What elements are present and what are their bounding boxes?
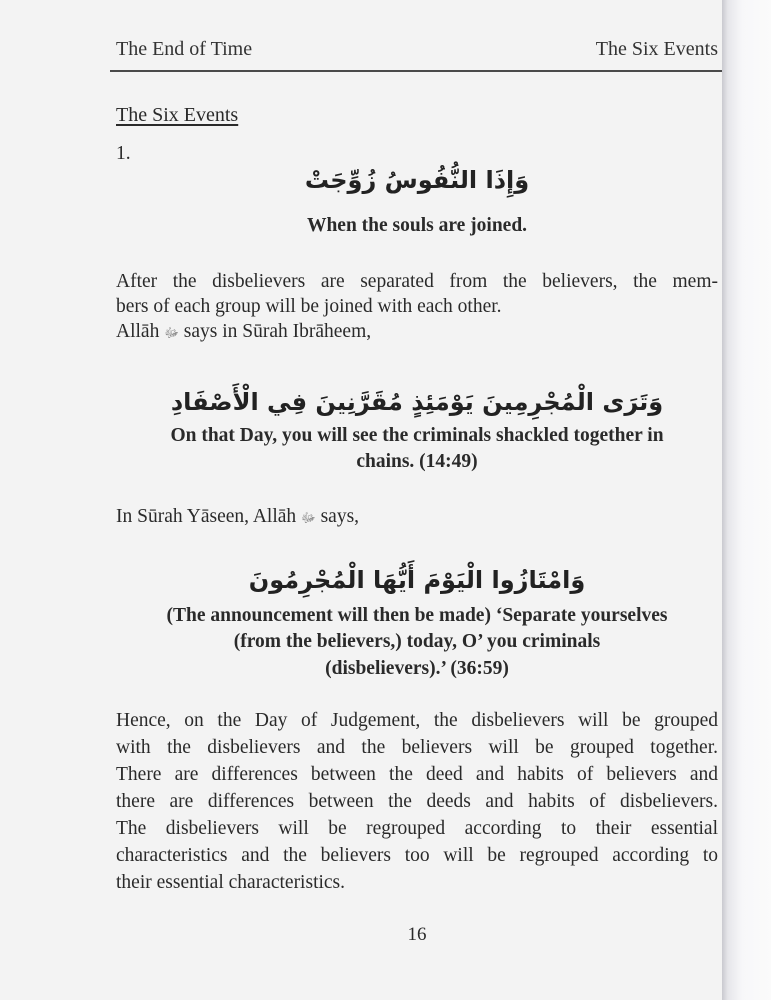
- paragraph-2-line: their essential characteristics.: [116, 872, 346, 893]
- honorific-symbol-icon: ﷻ: [301, 511, 316, 526]
- paragraph-2-line: There are differences between the deed and habits of believers and: [116, 764, 718, 785]
- item-number: 1.: [116, 143, 131, 164]
- arabic-verse-1: وَإِذَا النُّفُوسُ زُوِّجَتْ: [304, 166, 530, 194]
- running-header-book-title: The End of Time: [116, 38, 253, 60]
- verse-3-translation-line: (from the believers,) today, O’ you criminals: [233, 631, 601, 652]
- page-edge-shadow: [722, 0, 771, 1000]
- intro-text: Allāh: [116, 321, 160, 342]
- section-heading: The Six Events: [116, 104, 239, 126]
- arabic-verse-3: وَامْتَازُوا الْيَوْمَ أَيُّهَا الْمُجْرِمُونَ: [248, 566, 586, 594]
- paragraph-2-line: characteristics and the believers too will be regrouped according to: [116, 845, 718, 866]
- paragraph-2-line: with the disbelievers and the believers will be grouped together.: [116, 737, 718, 758]
- page-number: 16: [407, 924, 427, 945]
- verse-3-translation-line: (disbelievers).’ (36:59): [325, 658, 509, 679]
- verse-3-translation-line: (The announcement will then be made) ‘Separate yourselves: [166, 605, 668, 626]
- intro-text: says,: [320, 506, 360, 527]
- verse-1-translation: When the souls are joined.: [306, 215, 528, 236]
- running-header-chapter-title: The Six Events: [595, 38, 718, 60]
- verse-2-translation-line: On that Day, you will see the criminals shackled together in: [170, 425, 664, 446]
- paragraph-2-line: Hence, on the Day of Judgement, the disbelievers will be grouped: [116, 710, 718, 731]
- paragraph-1-line: After the disbelievers are separated from the believers, the mem-: [116, 271, 718, 292]
- arabic-verse-2: وَتَرَى الْمُجْرِمِينَ يَوْمَئِذٍ مُقَرَّنِينَ فِي الْأَصْفَادِ: [170, 388, 664, 416]
- header-rule: [110, 70, 722, 72]
- intro-ibraheem: [116, 321, 718, 344]
- intro-text: In Sūrah Yāseen, Allāh: [116, 506, 297, 527]
- intro-yaseen: [116, 506, 718, 529]
- honorific-symbol-icon: ﷻ: [164, 326, 179, 341]
- paragraph-2-line: there are differences between the deeds and habits of disbelievers.: [116, 791, 718, 812]
- paragraph-2-line: The disbelievers will be regrouped according to their essential: [116, 818, 718, 839]
- intro-text: says in Sūrah Ibrāheem,: [183, 321, 372, 342]
- verse-2-translation-line: chains. (14:49): [356, 451, 478, 472]
- paragraph-1-line: bers of each group will be joined with each other.: [116, 296, 502, 317]
